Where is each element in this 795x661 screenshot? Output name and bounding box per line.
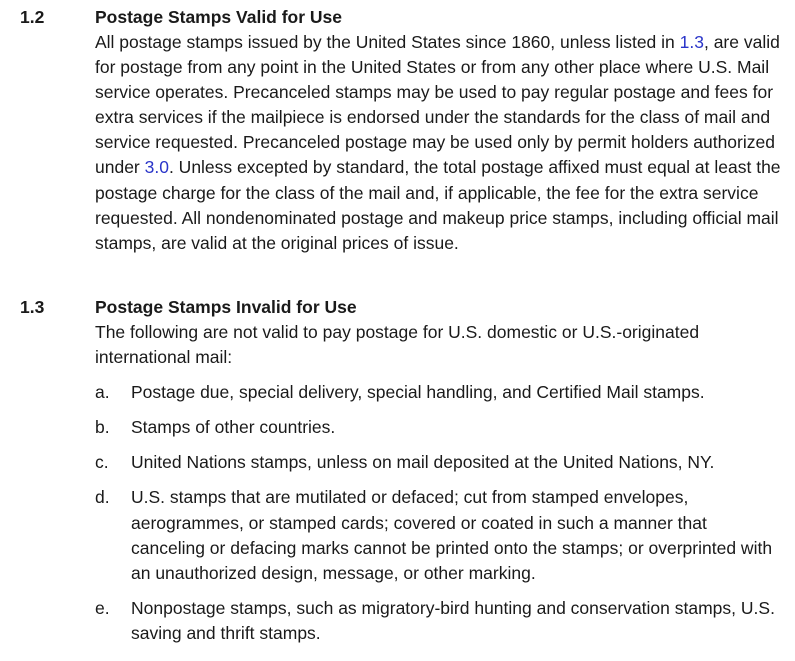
section-body (95, 295, 785, 656)
paragraph-text: . Unless excepted by standard, the total postage affixed must equal at least the postage charge for the class of the mail and, if applicable, the fee for the extra service requested. All nondenominated postage and makeup price stamps, including official mail stamps, are valid at the original prices of issue. (95, 157, 781, 253)
paragraph-text: , are valid for postage from any point in the United States or from any other place where U.S. Mail service operates. Precanceled stamps may be used to pay regular postage and fees for extra services if the mailpiece is endorsed under the standards for the class of mail and service requested. Precanceled postage may be used only by permit holders authorized under (95, 32, 780, 178)
list-item-letter: b. (95, 417, 110, 438)
section-title: Postage Stamps Invalid for Use (95, 297, 357, 317)
section-number: 1.2 (20, 7, 45, 27)
list-item-text: U.S. stamps that are mutilated or defaced; cut from stamped envelopes, aerogrammes, or stamped cards; covered or coated in such a manner that canceling or defacing marks cannot be printed onto the stamps; or overprinted with an unauthorized design, message, or other marking. (131, 487, 773, 583)
paragraph-text: All postage stamps issued by the United States since 1860, unless listed in (95, 32, 680, 52)
section-body (95, 5, 785, 256)
list-item-text: Stamps of other countries. (131, 417, 336, 438)
list-item-text: Nonpostage stamps, such as migratory-bird hunting and conservation stamps, U.S. saving and thrift stamps. (131, 597, 775, 643)
list-item (95, 450, 785, 475)
section-paragraph (95, 30, 785, 256)
list-item-letter: e. (95, 597, 110, 618)
list-item-text: United Nations stamps, unless on mail deposited at the United Nations, NY. (131, 452, 715, 473)
list-item-text: Postage due, special delivery, special handling, and Certified Mail stamps. (131, 382, 705, 403)
list-item (95, 485, 785, 585)
section-number: 1.3 (20, 297, 45, 317)
list-item (95, 415, 785, 440)
list-item-letter: a. (95, 382, 110, 403)
cross-reference-link-3-0[interactable]: 3.0 (144, 157, 169, 178)
list-item-letter: d. (95, 487, 110, 508)
invalid-stamps-list (95, 380, 785, 646)
list-item (95, 380, 785, 405)
section-intro: The following are not valid to pay postage for U.S. domestic or U.S.-originated international mail: (95, 322, 700, 368)
cross-reference-link-1-3[interactable]: 1.3 (679, 32, 704, 52)
list-item (95, 596, 785, 646)
section-title: Postage Stamps Valid for Use (95, 7, 343, 27)
list-item-letter: c. (95, 452, 109, 473)
